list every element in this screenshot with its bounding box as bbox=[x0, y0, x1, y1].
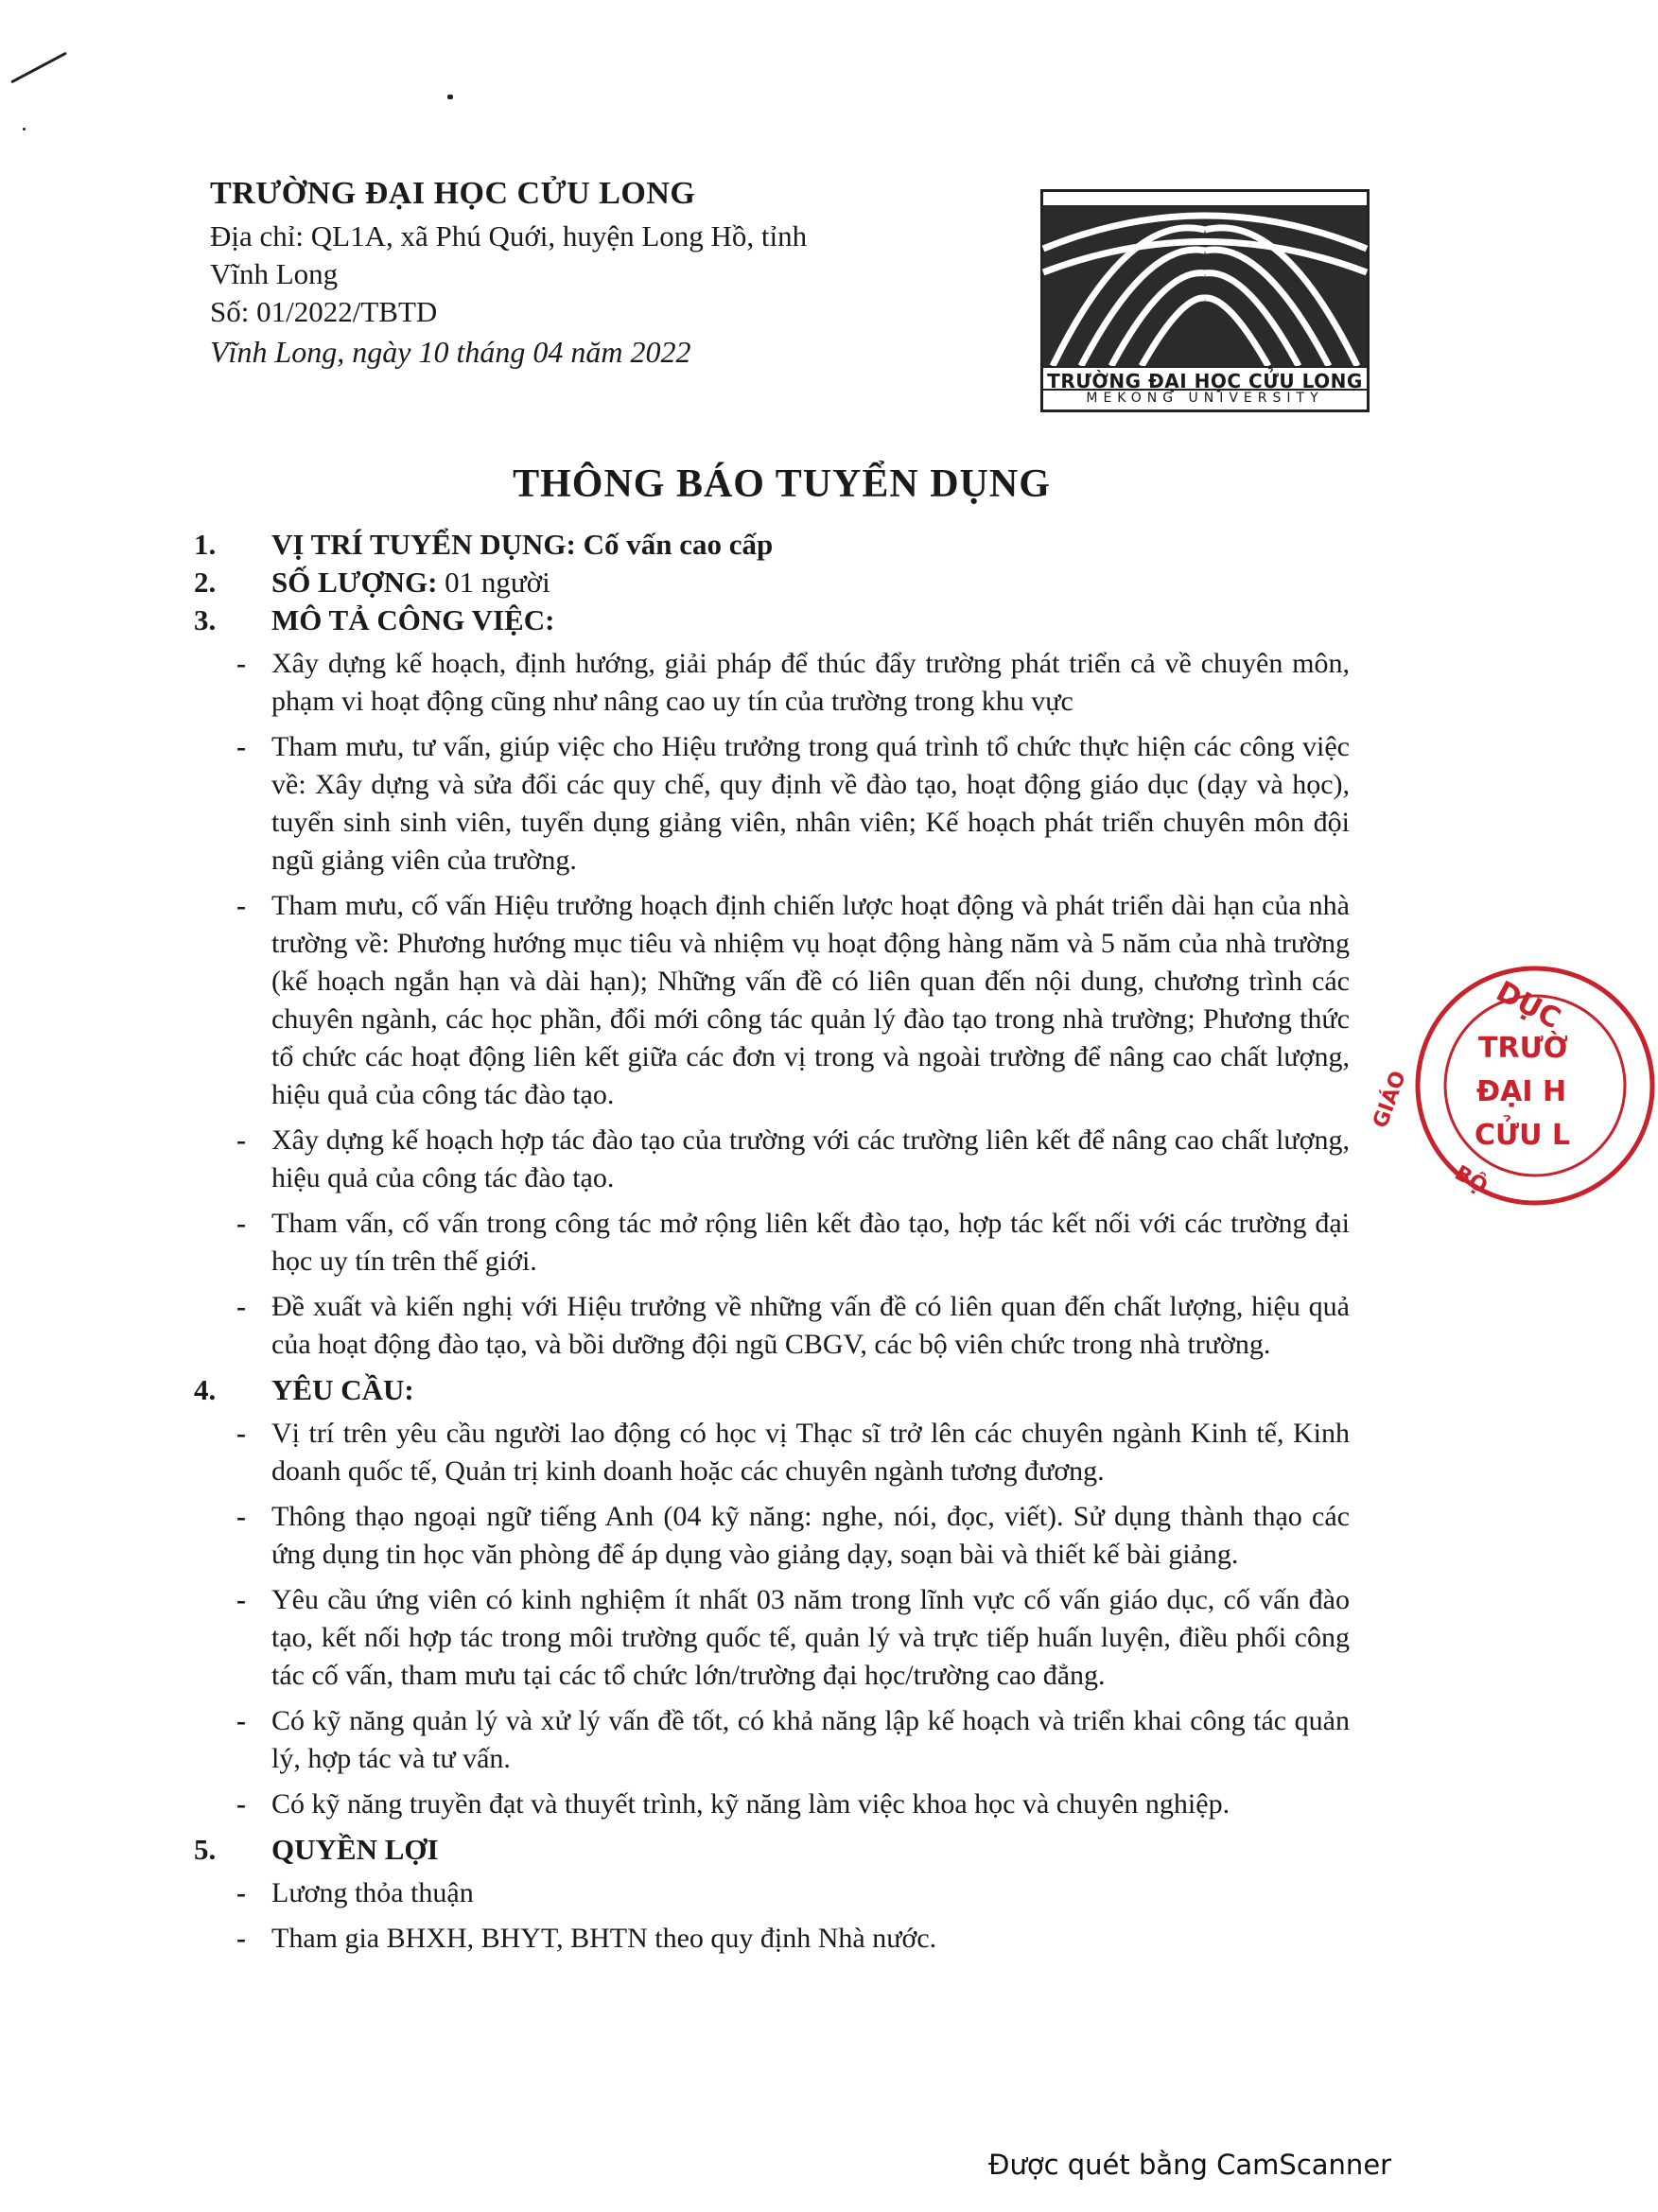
official-seal-stamp bbox=[1369, 963, 1658, 1209]
school-name: TRƯỜNG ĐẠI HỌC CỬU LONG bbox=[210, 176, 696, 211]
list-item: - Lương thỏa thuận bbox=[236, 1877, 474, 1908]
section-benefits bbox=[194, 1831, 1350, 1958]
list-item: - Có kỹ năng truyền đạt và thuyết trình, kỹ năng làm việc khoa học và chuyên nghiệp. bbox=[236, 1788, 1230, 1820]
section-number: 4. bbox=[194, 1373, 217, 1406]
scanner-watermark: Được quét bằng CamScanner bbox=[988, 2149, 1392, 2181]
stamp-text: GIÁO bbox=[1369, 1068, 1411, 1132]
section-title: VỊ TRÍ TUYỂN DỤNG: bbox=[271, 528, 576, 561]
section-value: 01 người bbox=[437, 566, 550, 599]
section-number: 5. bbox=[194, 1833, 217, 1866]
section-number: 2. bbox=[194, 566, 217, 599]
section-title: MÔ TẢ CÔNG VIỆC: bbox=[271, 603, 555, 636]
section-job-description bbox=[194, 601, 1350, 1364]
stamp-text: CỬU L bbox=[1475, 1119, 1571, 1152]
stamp-text: BỘ bbox=[1450, 1161, 1492, 1199]
list-item: - Xây dựng kế hoạch, định hướng, giải pháp để thúc đẩy trường phát triển cả về chuyên môn, phạm vi hoạt động cũng như nâng cao uy tín của trường trong khu vực bbox=[236, 648, 1350, 717]
document-body bbox=[194, 526, 1350, 1965]
section-number: 3. bbox=[194, 603, 217, 636]
list-item: - Đề xuất và kiến nghị với Hiệu trưởng về những vấn đề có liên quan đến chất lượng, hiệu quả của hoạt động đào tạo, và bồi dưỡng đội ngũ CBGV, các bộ viên chức trong nhà trường. bbox=[236, 1291, 1350, 1360]
document-date: Vĩnh Long, ngày 10 tháng 04 năm 2022 bbox=[210, 335, 691, 369]
section bbox=[194, 564, 1350, 601]
university-logo bbox=[1040, 189, 1370, 412]
letterhead bbox=[210, 176, 872, 370]
bullet-list bbox=[194, 1874, 1350, 1958]
section-heading bbox=[194, 1831, 1350, 1869]
section-title: YÊU CẦU: bbox=[271, 1373, 414, 1406]
list-item: - Xây dựng kế hoạch hợp tác đào tạo của trường với các trường liên kết để nâng cao chất lượng, hiệu quả của công tác đào tạo. bbox=[236, 1124, 1350, 1193]
list-item: - Thông thạo ngoại ngữ tiếng Anh (04 kỹ năng: nghe, nói, đọc, viết). Sử dụng thành thạo các ứng dụng tin học văn phòng để áp dụng vào giảng dạy, soạn bài và thiết kế bài giảng. bbox=[236, 1501, 1350, 1570]
list-item: - Tham vấn, cố vấn trong công tác mở rộng liên kết đào tạo, hợp tác kết nối với các trường đại học uy tín trên thế giới. bbox=[236, 1208, 1350, 1277]
section-title: SỐ LƯỢNG: bbox=[271, 566, 438, 599]
logo-emblem-icon bbox=[1043, 192, 1367, 366]
scan-artifact-line bbox=[10, 52, 67, 84]
section-value: Cố vấn cao cấp bbox=[575, 528, 774, 561]
bullet-list bbox=[194, 1415, 1350, 1823]
bullet-list bbox=[194, 645, 1350, 1364]
list-item: - Vị trí trên yêu cầu người lao động có học vị Thạc sĩ trở lên các chuyên ngành Kinh tế, Kinh doanh quốc tế, Quản trị kinh doanh hoặc các chuyên ngành tương đương. bbox=[236, 1418, 1350, 1487]
section-number: 1. bbox=[194, 528, 217, 561]
list-item: - Tham gia BHXH, BHYT, BHTN theo quy định Nhà nước. bbox=[236, 1923, 937, 1954]
address-line: Địa chỉ: QL1A, xã Phú Quới, huyện Long Hồ, tỉnh bbox=[210, 219, 808, 253]
section-heading bbox=[194, 526, 1350, 564]
list-item: - Tham mưu, cố vấn Hiệu trưởng hoạch định chiến lược hoạt động và phát triển dài hạn của nhà trường về: Phương hướng mục tiêu và nhiệm vụ hoạt động hàng năm và 5 năm của nhà trường (kế hoạch ngắn hạn và dài hạn); Những vấn đề có liên quan đến nội dung, chương trình các chuyên ngành, các học phần, đổi mới công tác quản lý đào tạo trong nhà trường; Phương thức tổ chức các hoạt động liên kết giữa các đơn vị trong và ngoài trường để nâng cao chất lượng, hiệu quả của công tác đào tạo. bbox=[236, 890, 1350, 1110]
section bbox=[194, 526, 1350, 564]
stamp-text: DỤC bbox=[1491, 974, 1566, 1036]
list-item: - Yêu cầu ứng viên có kinh nghiệm ít nhất 03 năm trong lĩnh vực cố vấn giáo dục, cố vấn đào tạo, kết nối hợp tác trong môi trường quốc tế, quản lý và trực tiếp huấn luyện, điều phối công tác cố vấn, tham mưu tại các tổ chức lớn/trường đại học/trường cao đẳng. bbox=[236, 1584, 1350, 1691]
section-heading bbox=[194, 564, 1350, 601]
list-item: - Có kỹ năng quản lý và xử lý vấn đề tốt, có khả năng lập kế hoạch và triển khai công tác quản lý, hợp tác và tư vấn. bbox=[236, 1705, 1350, 1774]
section-title: QUYỀN LỢI bbox=[271, 1833, 439, 1866]
section-heading bbox=[194, 1371, 1350, 1409]
scan-artifact-dot bbox=[23, 128, 26, 131]
section-heading bbox=[194, 601, 1350, 639]
stamp-text: ĐẠI H bbox=[1476, 1075, 1567, 1108]
section-requirements bbox=[194, 1371, 1350, 1823]
stamp-text: TRƯỜ bbox=[1478, 1032, 1568, 1065]
list-item: - Tham mưu, tư vấn, giúp việc cho Hiệu trưởng trong quá trình tổ chức thực hiện các công việc về: Xây dựng và sửa đổi các quy chế, quy định về đào tạo, hoạt động giáo dục (dạy và học), tuyển sinh sinh viên, tuyển dụng giảng viên, nhân viên; Kế hoạch phát triển chuyên môn đội ngũ giảng viên của trường. bbox=[236, 731, 1350, 876]
logo-name: TRƯỜNG ĐẠI HỌC CỬU LONG bbox=[1043, 366, 1367, 392]
document-number: Số: 01/2022/TBTD bbox=[210, 295, 438, 328]
logo-subtitle: MEKONG UNIVERSITY bbox=[1043, 389, 1367, 406]
scan-artifact-dot bbox=[447, 95, 453, 99]
address-line: Vĩnh Long bbox=[210, 257, 339, 290]
document-title: THÔNG BÁO TUYỂN DỤNG bbox=[513, 462, 1051, 506]
